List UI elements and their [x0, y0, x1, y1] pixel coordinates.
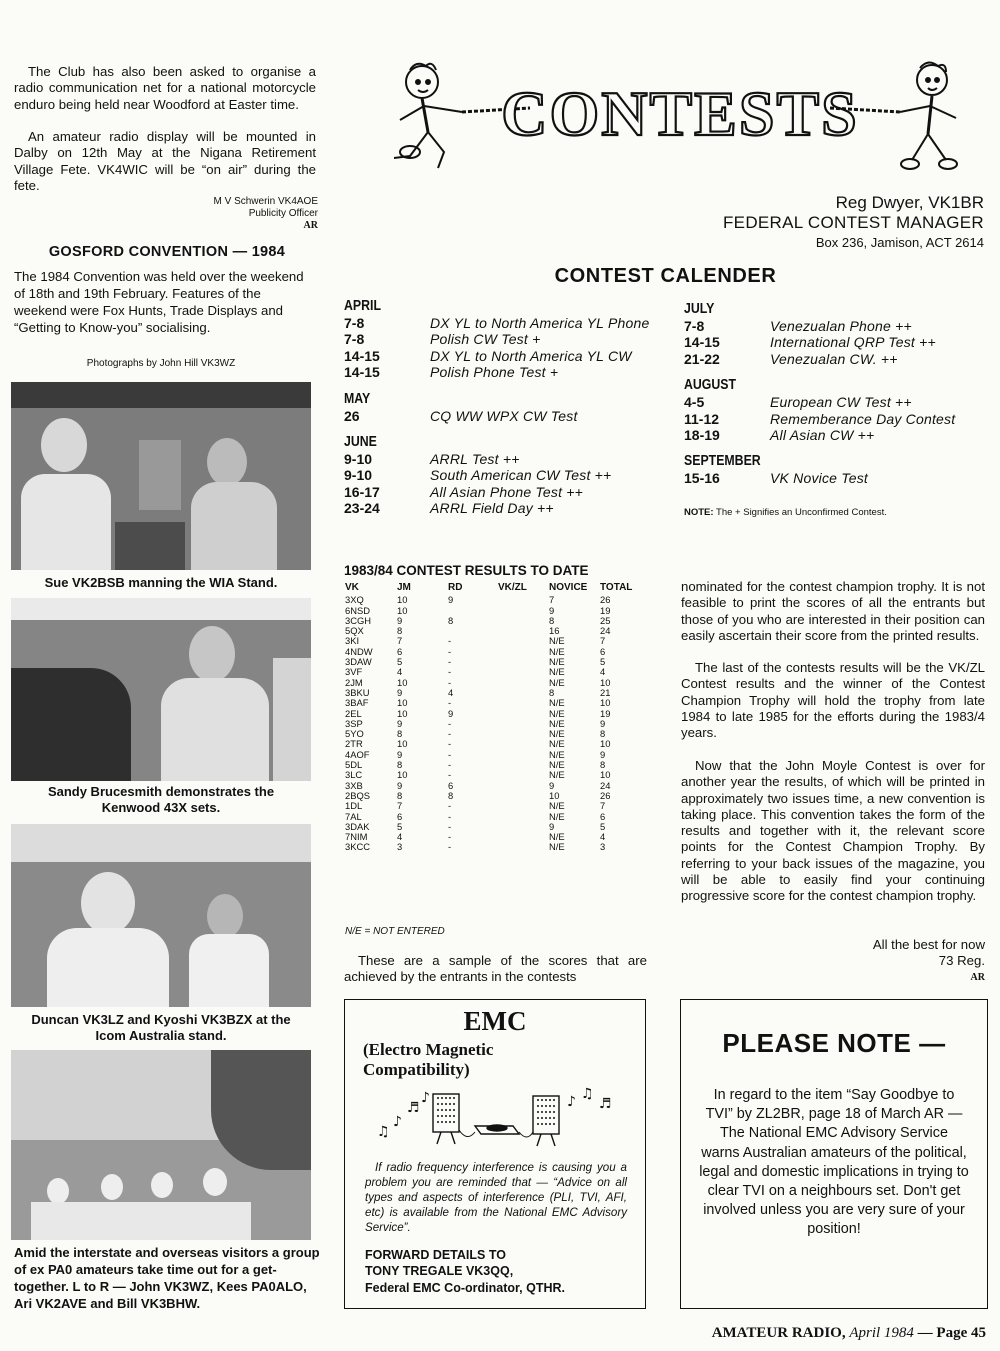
table-cell: N/E — [549, 769, 565, 781]
svg-text:♬: ♬ — [599, 1096, 612, 1112]
emc-forward-1: FORWARD DETAILS TO — [365, 1248, 506, 1262]
table-cell: 7 — [600, 635, 606, 647]
table-cell: - — [448, 728, 452, 740]
table-cell — [498, 750, 549, 760]
table-cell — [498, 688, 549, 698]
table-cell — [498, 781, 549, 791]
table-cell: 10 — [397, 707, 408, 719]
table-cell: 3KI — [345, 635, 360, 647]
table-cell: N/E — [549, 635, 565, 647]
calendar-month-group — [684, 377, 984, 443]
calendar-month-label: SEPTEMBER — [684, 453, 761, 470]
table-cell: 9 — [397, 614, 403, 626]
table-cell: 3DAW — [345, 656, 372, 668]
right-paragraph-3: Now that the John Moyle Contest is over for another year the results, of which will be printed in approximately two issues time, a new convention is taking place. This convention takes the form of the results and together with it, the relevant score points for the Contest Champion Trophy. By referring to your back issues of the magazine, you will be able to easily find your continuing progressive score for the contest champion trophy. — [681, 758, 985, 904]
signature-name: M V Schwerin VK4AOE — [213, 196, 318, 207]
event-name: All Asian Phone Test ++ — [430, 483, 583, 500]
contests-banner — [380, 60, 980, 178]
calendar-month-label: JUNE — [344, 434, 377, 451]
photo-wia-stand — [11, 382, 311, 570]
table-cell — [498, 606, 549, 616]
table-cell: 7 — [549, 594, 555, 606]
event-name: European CW Test ++ — [770, 394, 912, 411]
signature-title: Publicity Officer — [248, 208, 318, 219]
emc-box — [344, 999, 646, 1309]
table-cell: 10 — [600, 738, 611, 750]
table-cell: 6 — [600, 645, 606, 657]
event-name: All Asian CW ++ — [770, 427, 875, 444]
event-name: International QRP Test ++ — [770, 334, 936, 351]
table-cell: 8 — [397, 789, 403, 801]
table-cell — [498, 812, 549, 822]
event-name: Venezualan CW. ++ — [770, 350, 898, 367]
table-cell: 8 — [397, 728, 403, 740]
calendar-event — [344, 364, 674, 380]
table-cell: 3DAK — [345, 820, 370, 832]
table-cell: 7AL — [345, 810, 362, 822]
calendar-event — [344, 408, 674, 424]
manager-name: Reg Dwyer, VK1BR — [835, 193, 984, 212]
table-cell: 3XB — [345, 779, 363, 791]
table-cell: 10 — [600, 676, 611, 688]
caption-photo-4: Amid the interstate and overseas visitors a group of ex PA0 amateurs take time out for a get-together. L to R — John VK3WZ, Kees PA0ALO, Ari VK2AVE and Bill VK3BHW. — [14, 1245, 320, 1311]
table-cell: 10 — [397, 697, 408, 709]
calendar-month-group — [684, 453, 984, 486]
table-cell: 2JM — [345, 676, 363, 688]
event-date: 7-8 — [684, 318, 705, 334]
table-cell — [498, 760, 549, 770]
table-cell: 9 — [549, 820, 555, 832]
table-cell: - — [448, 717, 452, 729]
results-sample-text: These are a sample of the scores that are achieved by the entrants in the contests — [344, 953, 647, 985]
table-cell: 3BAF — [345, 697, 369, 709]
table-cell: 8 — [549, 686, 555, 698]
table-cell: 4 — [600, 831, 606, 843]
table-cell: 7NIM — [345, 831, 368, 843]
results-legend: N/E = NOT ENTERED — [345, 926, 445, 937]
calendar-event — [344, 500, 674, 516]
table-cell: 2TR — [345, 738, 363, 750]
table-cell — [498, 832, 549, 842]
table-cell: 6 — [448, 779, 454, 791]
table-cell — [498, 770, 549, 780]
table-cell: - — [448, 810, 452, 822]
svg-text:♫: ♫ — [581, 1086, 594, 1102]
speaker-right-icon — [533, 1096, 559, 1146]
calendar-month-group — [344, 434, 674, 517]
table-cell: 6NSD — [345, 604, 371, 616]
table-cell: 10 — [600, 697, 611, 709]
table-cell: 10 — [397, 738, 408, 750]
table-cell: - — [448, 748, 452, 760]
calendar-event — [344, 451, 674, 467]
note-label: NOTE: — [684, 506, 714, 518]
table-cell: 19 — [600, 604, 611, 616]
results-title: 1983/84 CONTEST RESULTS TO DATE — [344, 563, 589, 578]
table-cell: - — [448, 645, 452, 657]
calendar-event — [344, 484, 674, 500]
table-cell: 5YO — [345, 728, 364, 740]
calendar-month-group — [684, 301, 984, 367]
svg-text:♬: ♬ — [407, 1100, 420, 1116]
table-cell: 3CGH — [345, 614, 372, 626]
calendar-event — [684, 394, 984, 410]
event-date: 23-24 — [344, 500, 380, 517]
page-footer — [712, 1325, 986, 1342]
table-cell: 21 — [600, 686, 611, 698]
manager-address: Box 236, Jamison, ACT 2614 — [815, 235, 984, 250]
table-cell: N/E — [549, 759, 565, 771]
table-cell: N/E — [549, 717, 565, 729]
event-date: 21-22 — [684, 350, 720, 367]
emc-forward-2: TONY TREGALE VK3QQ, — [365, 1264, 514, 1278]
emc-forward-3: Federal EMC Co-ordinator, QTHR. — [365, 1281, 566, 1295]
table-cell: 9 — [600, 717, 606, 729]
table-cell: 3LC — [345, 769, 363, 781]
banner-title: CONTESTS — [501, 78, 859, 149]
table-cell: 6 — [600, 810, 606, 822]
table-cell — [498, 636, 549, 646]
table-cell: 9 — [448, 707, 454, 719]
right-ar-mark: AR — [970, 972, 985, 983]
table-cell — [498, 647, 549, 657]
col-header-vk: VK — [345, 582, 359, 593]
table-cell: 9 — [549, 604, 555, 616]
photo-credit: Photographs by John Hill VK3WZ — [86, 358, 236, 369]
emc-subtitle-2: Compatibility) — [363, 1060, 470, 1079]
table-cell: 26 — [600, 594, 611, 606]
calendar-event — [344, 467, 674, 483]
gosford-heading: GOSFORD CONVENTION — 1984 — [48, 244, 286, 260]
table-cell: 9 — [397, 686, 403, 698]
table-cell — [498, 657, 549, 667]
please-note-title: PLEASE NOTE — — [722, 1028, 946, 1058]
emc-subtitle-1: (Electro Magnetic — [363, 1040, 494, 1059]
table-cell: 8 — [600, 728, 606, 740]
please-note-body: In regard to the item “Say Goodbye to TVI” by ZL2BR, page 18 of March AR — The National EMC Advisory Service warns Australian amateurs of the political, legal and domestic implications in trying to clear TVI on a neighbours set. Don't get involved unless you are very sure of your position! — [699, 1087, 969, 1238]
table-cell: 7 — [600, 800, 606, 812]
table-cell: 8 — [600, 759, 606, 771]
closing-line-2: 73 Reg. — [938, 953, 985, 968]
event-date: 4-5 — [684, 394, 705, 411]
table-cell: N/E — [549, 831, 565, 843]
table-cell: 10 — [397, 769, 408, 781]
event-date: 7-8 — [344, 331, 365, 348]
table-cell — [448, 606, 498, 616]
table-cell: 3 — [600, 841, 606, 853]
table-cell: - — [448, 820, 452, 832]
col-header-vkzl: VK/ZL — [498, 582, 527, 593]
event-name: South American CW Test ++ — [430, 467, 612, 484]
cartoon-boy-left-icon — [394, 64, 462, 168]
calendar-month-label: JULY — [684, 301, 715, 317]
calendar-left-column — [344, 288, 674, 517]
table-cell: N/E — [549, 800, 565, 812]
caption-photo-1: Sue VK2BSB manning the WIA Stand. — [44, 575, 278, 590]
table-cell: 24 — [600, 625, 611, 637]
event-date: 11-12 — [684, 410, 720, 427]
event-name: Rememberance Day Contest — [770, 410, 956, 427]
table-cell: 4AOF — [345, 748, 370, 760]
table-cell — [498, 667, 549, 677]
calendar-event — [684, 427, 984, 443]
table-cell — [498, 791, 549, 801]
table-cell: N/E — [549, 666, 565, 678]
table-cell: 9 — [448, 594, 454, 606]
event-date: 14-15 — [344, 364, 380, 381]
event-date: 9-10 — [344, 467, 373, 484]
table-cell: 10 — [600, 769, 611, 781]
emc-body: If radio frequency interference is causing you a problem you are reminded that — “Advice on all types and aspects of interference (PLI, TVI, AFI, etc) is available from the National EMC Advisory Service”. — [365, 1161, 627, 1234]
table-cell: 8 — [397, 759, 403, 771]
col-header-novice: NOVICE — [549, 582, 588, 593]
event-date: 18-19 — [684, 427, 720, 444]
caption-photo-3: Duncan VK3LZ and Kyoshi VK3BZX at the Icom Australia stand. — [31, 1012, 291, 1043]
table-cell: 6 — [397, 810, 403, 822]
please-note-box — [680, 999, 988, 1309]
event-date: 15-16 — [684, 470, 720, 487]
table-cell: 7 — [397, 800, 403, 812]
table-cell: 1DL — [345, 800, 363, 812]
event-name: ARRL Test ++ — [430, 451, 520, 468]
table-cell: 5 — [600, 820, 606, 832]
table-cell: 3VF — [345, 666, 363, 678]
calendar-title: CONTEST CALENDER — [554, 265, 777, 287]
event-date: 14-15 — [684, 334, 720, 351]
manager-role: FEDERAL CONTEST MANAGER — [723, 213, 984, 232]
table-cell — [448, 626, 498, 636]
table-cell: 26 — [600, 789, 611, 801]
table-cell: 10 — [397, 604, 408, 616]
table-cell: - — [448, 676, 452, 688]
table-cell — [498, 842, 549, 852]
turntable-icon — [475, 1125, 519, 1134]
table-cell: 4 — [397, 666, 403, 678]
calendar-event — [344, 315, 674, 331]
table-cell: 19 — [600, 707, 611, 719]
calendar-month-label: AUGUST — [684, 377, 737, 394]
table-cell: 8 — [448, 614, 454, 626]
table-cell: N/E — [549, 676, 565, 688]
closing-line-1: All the best for now — [872, 937, 985, 952]
col-header-jm: JM — [397, 582, 411, 593]
table-cell: - — [448, 656, 452, 668]
table-cell: N/E — [549, 645, 565, 657]
table-cell: N/E — [549, 810, 565, 822]
event-name: VK Novice Test — [770, 470, 868, 487]
event-name: DX YL to North America YL Phone — [430, 315, 650, 331]
results-table — [345, 583, 645, 853]
table-cell: 9 — [397, 779, 403, 791]
table-cell: 5 — [397, 820, 403, 832]
calendar-month-group — [344, 298, 674, 381]
event-name: Polish Phone Test + — [430, 364, 559, 381]
event-date: 26 — [344, 407, 360, 424]
table-cell: N/E — [549, 697, 565, 709]
event-name: Venezualan Phone ++ — [770, 318, 912, 334]
photo-icom-stand — [11, 824, 311, 1007]
table-cell: 8 — [397, 625, 403, 637]
table-cell: 3BKU — [345, 686, 370, 698]
table-cell: 5DL — [345, 759, 363, 771]
table-cell — [498, 801, 549, 811]
table-cell — [498, 626, 549, 636]
event-date: 9-10 — [344, 451, 373, 468]
table-cell — [498, 822, 549, 832]
table-cell: - — [448, 738, 452, 750]
col-header-total: TOTAL — [600, 582, 633, 593]
table-cell: 5QX — [345, 625, 364, 637]
table-cell: 9 — [397, 717, 403, 729]
event-date: 14-15 — [344, 347, 380, 364]
note-text: The + Signifies an Unconfirmed Contest. — [716, 506, 887, 518]
table-cell — [498, 616, 549, 626]
event-name: ARRL Field Day ++ — [430, 500, 554, 517]
calendar-month-label: APRIL — [344, 298, 381, 314]
table-cell: 4 — [397, 831, 403, 843]
table-cell: - — [448, 697, 452, 709]
table-cell: 9 — [397, 748, 403, 760]
svg-text:♪: ♪ — [421, 1090, 430, 1106]
table-cell — [498, 709, 549, 719]
table-cell: 25 — [600, 614, 611, 626]
footer-magazine: AMATEUR RADIO, — [711, 1325, 846, 1341]
event-name: Polish CW Test + — [430, 331, 541, 348]
event-date: 7-8 — [344, 315, 365, 331]
svg-text:♪: ♪ — [393, 1114, 402, 1130]
table-cell: 2BQS — [345, 789, 371, 801]
table-cell: 5 — [600, 656, 606, 668]
calendar-event — [684, 318, 984, 334]
table-cell: 2EL — [345, 707, 362, 719]
table-cell: - — [448, 769, 452, 781]
calendar-event — [344, 331, 674, 347]
speaker-left-icon — [433, 1094, 459, 1144]
footer-page: — Page 45 — [917, 1325, 986, 1341]
table-cell: 5 — [397, 656, 403, 668]
cartoon-boy-right-icon — [900, 62, 957, 169]
table-cell: 3KCC — [345, 841, 371, 853]
table-cell: 24 — [600, 779, 611, 791]
table-cell: 8 — [448, 789, 454, 801]
table-cell: 8 — [549, 614, 555, 626]
calendar-month-group — [344, 391, 674, 424]
table-cell: - — [448, 635, 452, 647]
table-cell: - — [448, 800, 452, 812]
table-cell: N/E — [549, 738, 565, 750]
calendar-event — [684, 351, 984, 367]
right-paragraph-2: The last of the contests results will be the VK/ZL Contest results and the winner of the Contest Champion Trophy will hold the trophy from late 1984 to late 1985 for the efforts during the 1983/4 years. — [681, 660, 985, 741]
right-paragraph-1: nominated for the contest champion trophy. It is not feasible to print the scores of all the entrants but those of you who are interested in their position can easily ascertain their score from the printed results. — [681, 579, 985, 643]
col-header-rd: RD — [448, 582, 463, 593]
table-cell: 10 — [397, 594, 408, 606]
calendar-event — [344, 348, 674, 364]
event-name: DX YL to North America YL CW — [430, 347, 632, 364]
table-cell: 3XQ — [345, 594, 364, 606]
table-cell — [498, 595, 549, 605]
table-cell — [498, 729, 549, 739]
caption-photo-2: Sandy Brucesmith demonstrates the Kenwood 43X sets. — [47, 784, 275, 815]
table-cell: - — [448, 831, 452, 843]
calendar-month-label: MAY — [344, 390, 371, 407]
table-cell: N/E — [549, 656, 565, 668]
svg-text:♪: ♪ — [567, 1094, 576, 1110]
table-cell: - — [448, 666, 452, 678]
photo-pa0-group — [11, 1050, 311, 1240]
table-cell: - — [448, 841, 452, 853]
calendar-right-column — [684, 291, 984, 518]
svg-text:♫: ♫ — [377, 1124, 390, 1140]
table-row — [345, 842, 645, 852]
calendar-event — [684, 334, 984, 350]
ar-end-mark: AR — [303, 220, 318, 231]
table-row — [345, 801, 645, 811]
calendar-event — [684, 470, 984, 486]
event-name: CQ WW WPX CW Test — [430, 407, 578, 424]
table-cell: 9 — [600, 748, 606, 760]
calendar-event — [684, 411, 984, 427]
emc-title: EMC — [463, 1006, 527, 1036]
intro-paragraph-1: The Club has also been asked to organise a radio communication net for a national motorcycle enduro being held near Woodford at Easter time. — [14, 64, 316, 112]
photo-kenwood-demo — [11, 598, 311, 781]
event-date: 16-17 — [344, 483, 380, 500]
footer-issue: April 1984 — [849, 1325, 914, 1341]
gosford-paragraph: The 1984 Convention was held over the weekend of 18th and 19th February. Features of the weekend were Fox Hunts, Trade Displays and “Getting to Know-you” socialising. — [14, 269, 304, 335]
emc-illustration — [371, 1086, 621, 1150]
table-cell: 6 — [397, 645, 403, 657]
intro-paragraph-2: An amateur radio display will be mounted in Dalby on 12th May at the Nigana Retirement Village Fete. VK4WIC will be “on air” during the fete. — [14, 129, 316, 194]
table-cell — [498, 739, 549, 749]
table-cell: 4NDW — [345, 645, 373, 657]
table-cell: N/E — [549, 728, 565, 740]
table-cell — [498, 698, 549, 708]
table-cell: 4 — [600, 666, 606, 678]
table-cell: 7 — [397, 635, 403, 647]
table-cell: 9 — [549, 779, 555, 791]
table-cell: 10 — [549, 789, 560, 801]
table-cell: 3SP — [345, 717, 363, 729]
table-cell: N/E — [549, 748, 565, 760]
table-cell — [498, 719, 549, 729]
table-cell: N/E — [549, 707, 565, 719]
table-cell: N/E — [549, 841, 565, 853]
table-cell: - — [448, 759, 452, 771]
table-cell: 16 — [549, 625, 560, 637]
calendar-note — [684, 507, 984, 518]
table-cell: 10 — [397, 676, 408, 688]
table-cell: 4 — [448, 686, 454, 698]
table-cell: 3 — [397, 841, 403, 853]
table-cell — [498, 678, 549, 688]
